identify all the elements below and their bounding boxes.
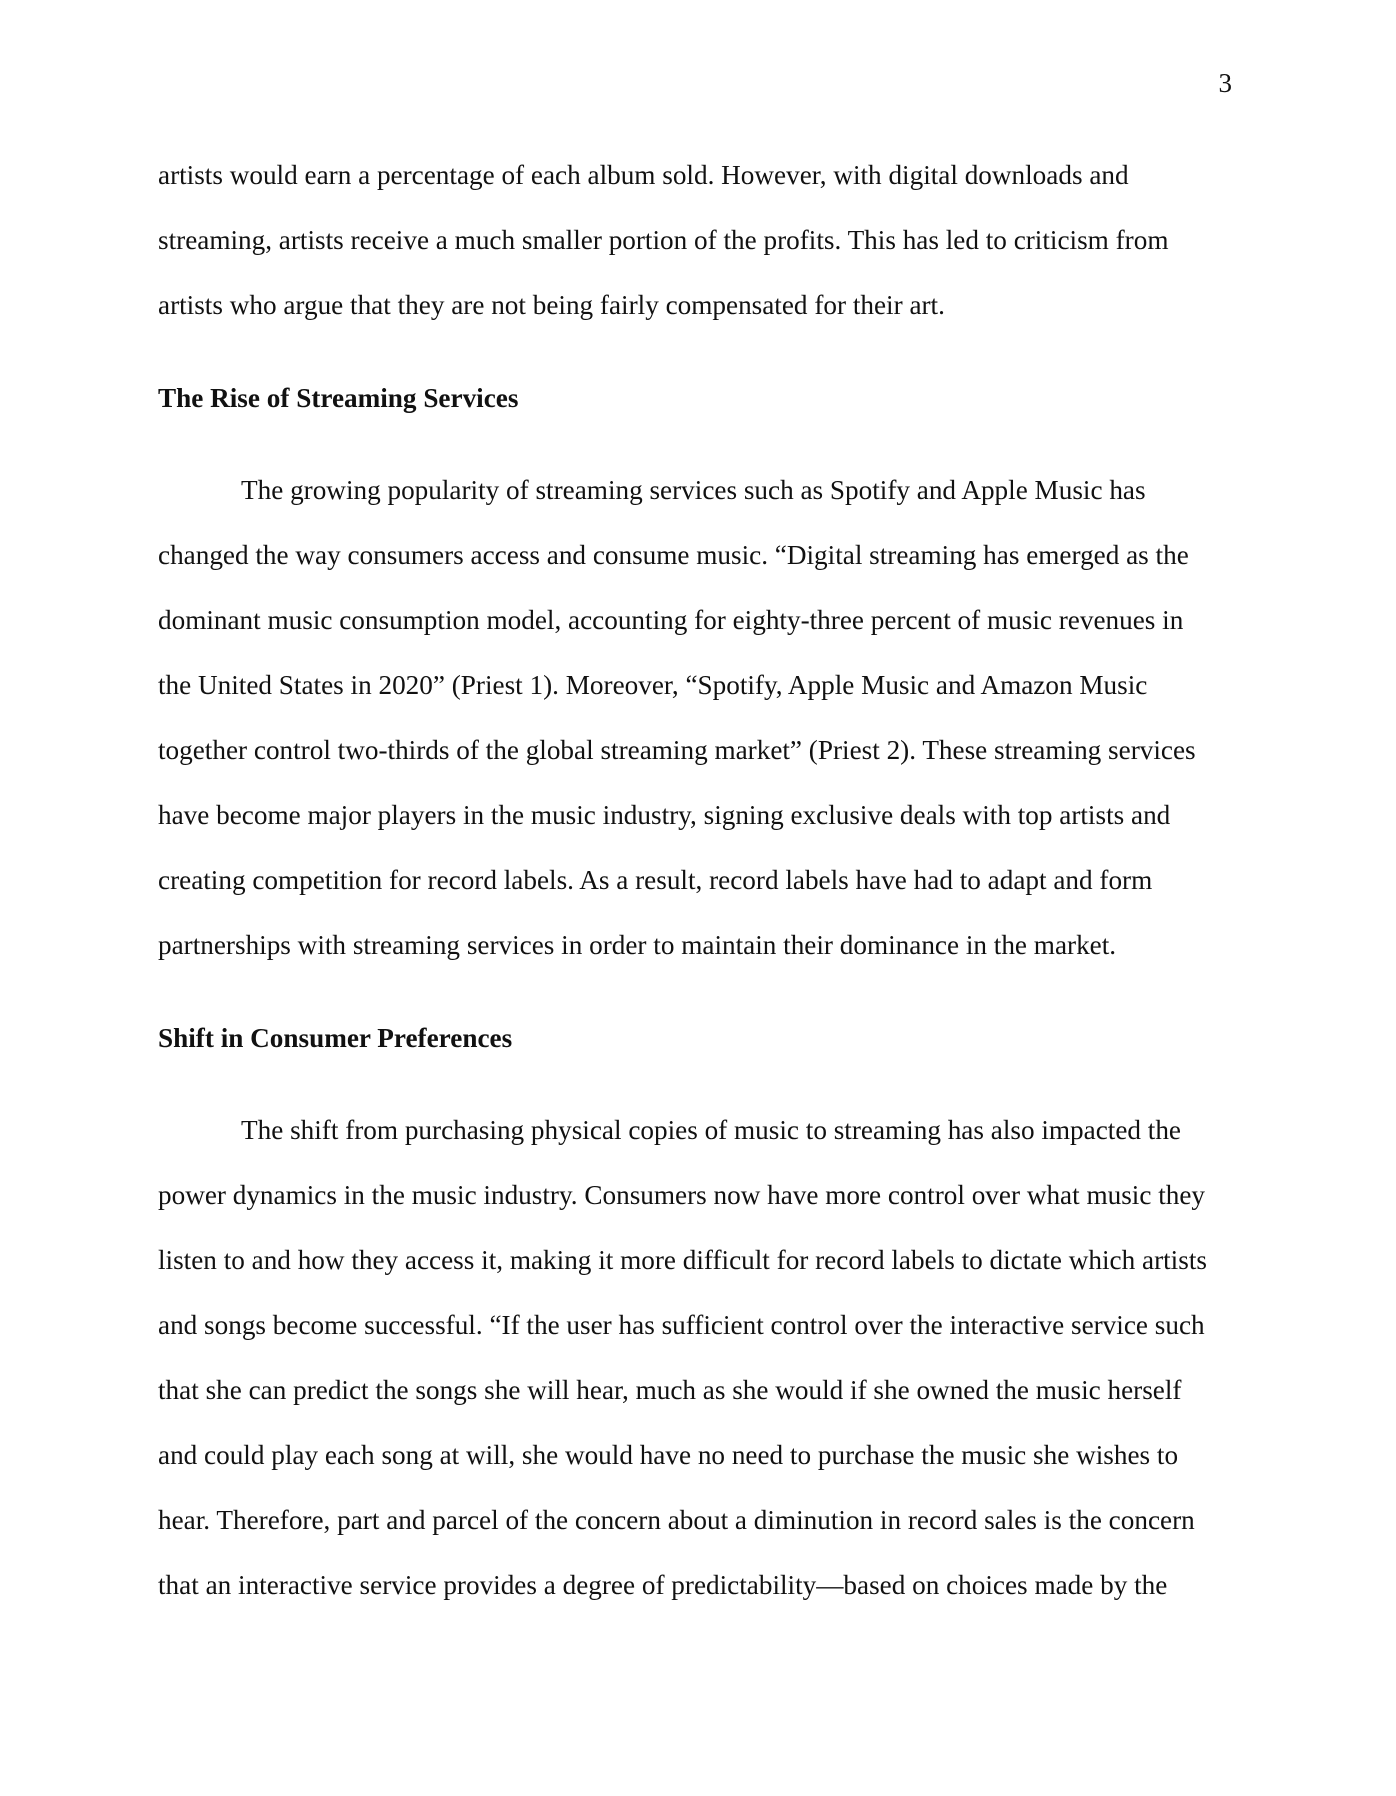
paragraph-line: that she can predict the songs she will hear, much as she would if she owned the music herself (158, 1375, 1182, 1405)
paragraph-line: The shift from purchasing physical copies of music to streaming has also impacted the (241, 1115, 1181, 1145)
paragraph-line: dominant music consumption model, accounting for eighty-three percent of music revenues in (158, 605, 1184, 635)
page-number: 3 (1218, 68, 1232, 98)
paragraph-line: artists would earn a percentage of each album sold. However, with digital downloads and (158, 160, 1129, 190)
paragraph-line: The growing popularity of streaming services such as Spotify and Apple Music has (241, 475, 1146, 505)
paragraph-line: creating competition for record labels. As a result, record labels have had to adapt and form (158, 865, 1153, 895)
paragraph-line: and could play each song at will, she would have no need to purchase the music she wishes to (158, 1440, 1179, 1470)
paragraph-line: partnerships with streaming services in order to maintain their dominance in the market. (158, 930, 1117, 960)
paragraph-line: streaming, artists receive a much smaller portion of the profits. This has led to criticism from (158, 225, 1169, 255)
paragraph-line: that an interactive service provides a degree of predictability—based on choices made by the (158, 1570, 1168, 1600)
paragraph-line: and songs become successful. “If the user has sufficient control over the interactive service such (158, 1310, 1205, 1340)
section-heading: The Rise of Streaming Services (158, 383, 519, 413)
paragraph-line: listen to and how they access it, making it more difficult for record labels to dictate which artists (158, 1245, 1207, 1275)
paragraph-line: have become major players in the music industry, signing exclusive deals with top artists and (158, 800, 1171, 830)
paragraph-line: the United States in 2020” (Priest 1). Moreover, “Spotify, Apple Music and Amazon Music (158, 670, 1148, 700)
paragraph-line: together control two-thirds of the global streaming market” (Priest 2). These streaming services (158, 735, 1196, 765)
paragraph-line: changed the way consumers access and consume music. “Digital streaming has emerged as the (158, 540, 1189, 570)
paragraph-line: hear. Therefore, part and parcel of the concern about a diminution in record sales is the concern (158, 1505, 1195, 1535)
section-heading: Shift in Consumer Preferences (158, 1023, 513, 1053)
paragraph-line: power dynamics in the music industry. Consumers now have more control over what music they (158, 1180, 1206, 1210)
paragraph-line: artists who argue that they are not being fairly compensated for their art. (158, 290, 945, 320)
